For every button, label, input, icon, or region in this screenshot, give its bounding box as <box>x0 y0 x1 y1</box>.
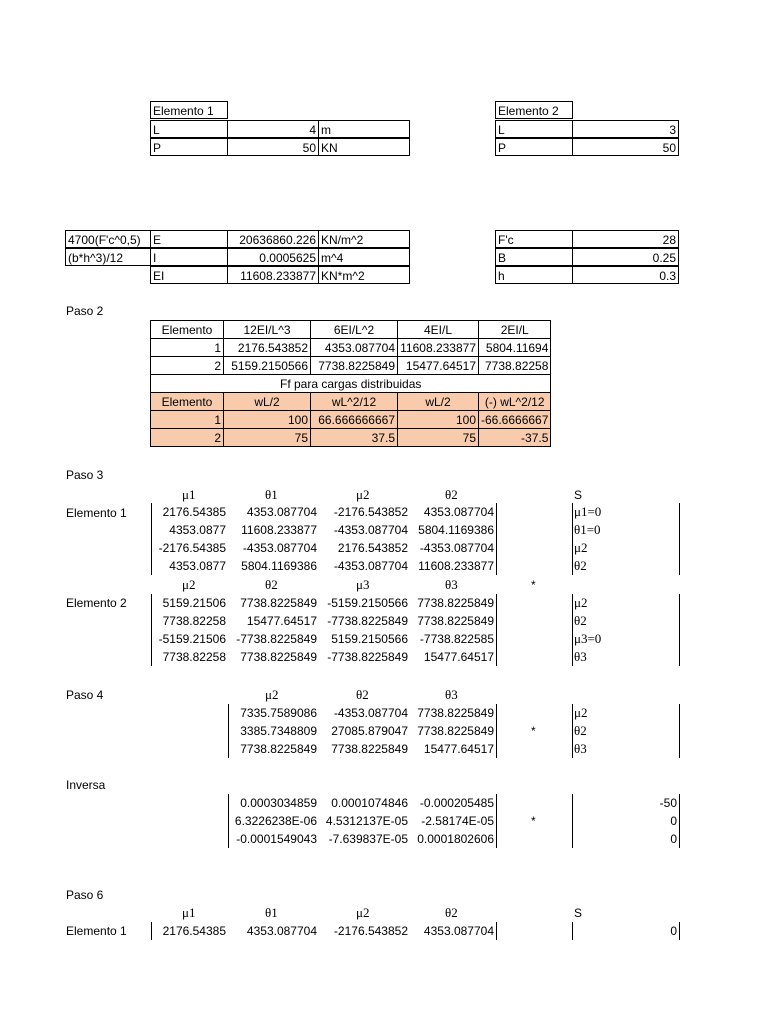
col-head: μ1 <box>182 487 196 502</box>
table-cell: 1 <box>151 339 224 357</box>
matrix-cell: 7738.8225849 <box>417 724 494 738</box>
table-cell: 5804.11694 <box>479 339 551 357</box>
paso6-label: Paso 6 <box>66 888 104 902</box>
matrix-cell: 7738.8225849 <box>240 742 317 756</box>
fc-value: 28 <box>572 230 679 248</box>
table-cell: 75 <box>224 429 311 447</box>
table-cell: 5159.2150566 <box>224 357 311 375</box>
ff-title: Ff para cargas distribuidas <box>151 375 551 393</box>
ei-unit: KN*m^2 <box>318 266 410 284</box>
ei-label: EI <box>150 266 228 284</box>
h-value: 0.3 <box>572 266 679 284</box>
table-cell: 37.5 <box>311 429 398 447</box>
matrix-cell: -7738.822585 <box>419 632 494 646</box>
matrix-cell: 5159.21506 <box>162 596 226 610</box>
matrix-cell: -7738.8225849 <box>236 632 317 646</box>
matrix-cell: -7738.8225849 <box>327 650 408 664</box>
matrix-cell: -0.000205485 <box>419 796 494 810</box>
table-cell: 2176.543852 <box>224 339 311 357</box>
col-head: μ3 <box>356 577 370 592</box>
matrix-cell: 15477.64517 <box>246 614 317 628</box>
paso2-label: Paso 2 <box>66 304 104 318</box>
matrix-cell: 0.0001802606 <box>417 832 494 846</box>
vector-bracket-right <box>679 704 680 758</box>
matrix-cell: -4353.087704 <box>333 706 408 720</box>
paso3-elemento2-label: Elemento 2 <box>66 596 127 610</box>
matrix-cell: 7738.82258 <box>162 614 226 628</box>
matrix-cell: 15477.64517 <box>423 650 494 664</box>
matrix-cell: -0.0001549043 <box>236 832 317 846</box>
table-cell: 7738.8225849 <box>311 357 398 375</box>
table-cell: -37.5 <box>479 429 551 447</box>
table-row <box>151 429 551 447</box>
matrix-cell: -7.639837E-05 <box>328 832 408 846</box>
vector-cell: μ3=0 <box>574 631 602 646</box>
matrix-cell: 4353.087704 <box>423 924 494 938</box>
matrix-cell: 7738.82258 <box>162 650 226 664</box>
table-cell: 15477.64517 <box>398 357 479 375</box>
vector-cell: θ2 <box>574 558 587 573</box>
matrix-bracket-right <box>496 503 497 575</box>
vector-bracket-left <box>572 594 573 666</box>
elem2-title: Elemento 2 <box>495 101 573 119</box>
table-cell: 7738.82258 <box>479 357 551 375</box>
multiply-symbol: * <box>531 724 536 738</box>
matrix-cell: 27085.879047 <box>331 724 408 738</box>
table-cell: 2 <box>151 429 224 447</box>
vector-cell: θ2 <box>574 723 587 738</box>
vector-cell: θ1=0 <box>574 522 601 537</box>
matrix-cell: 4353.087704 <box>246 924 317 938</box>
table-cell: -66.6666667 <box>479 411 551 429</box>
vector-bracket-right <box>679 594 680 666</box>
vector-bracket-right <box>679 503 680 575</box>
matrix-cell: 5804.1169386 <box>418 523 494 537</box>
elem1-l-unit: m <box>318 120 410 138</box>
matrix-cell: -4353.087704 <box>419 541 494 555</box>
col-head: μ2 <box>356 487 370 502</box>
header-cell: 2EI/L <box>479 321 551 339</box>
paso3-elemento1-label: Elemento 1 <box>66 506 127 520</box>
stiffness-table <box>150 320 551 447</box>
matrix-cell: 6.3226238E-06 <box>234 814 317 828</box>
elem1-l-value: 4 <box>227 120 319 138</box>
stiffness-header-row <box>151 321 551 339</box>
vector-cell: 0 <box>670 814 677 828</box>
matrix-cell: -2.58174E-05 <box>421 814 494 828</box>
matrix-cell: -2176.543852 <box>333 505 408 519</box>
elem2-p-value: 50 <box>572 138 679 156</box>
table-cell: 4353.087704 <box>311 339 398 357</box>
ff-header-cell: (-) wL^2/12 <box>479 393 551 411</box>
e-formula: 4700(F'c^0,5) <box>65 230 151 248</box>
col-head: θ2 <box>265 577 278 592</box>
ff-header-cell: Elemento <box>151 393 224 411</box>
elem2-p-label: P <box>495 138 573 156</box>
matrix-cell: -7738.8225849 <box>327 614 408 628</box>
vector-cell: θ3 <box>574 741 587 756</box>
col-head: μ2 <box>356 905 370 920</box>
b-label: B <box>495 248 573 266</box>
e-label: E <box>150 230 228 248</box>
ff-header-cell: wL/2 <box>398 393 479 411</box>
matrix-cell: 3385.7348809 <box>240 724 317 738</box>
elem2-l-label: L <box>495 120 573 138</box>
vector-cell: 0 <box>670 832 677 846</box>
matrix-bracket-right <box>496 794 497 848</box>
elem1-p-value: 50 <box>227 138 319 156</box>
multiply-symbol: * <box>531 578 536 592</box>
matrix-cell: 2176.54385 <box>162 924 226 938</box>
table-row <box>151 339 551 357</box>
matrix-cell: -2176.54385 <box>158 541 226 555</box>
multiply-symbol: * <box>531 814 536 828</box>
matrix-cell: 7738.8225849 <box>240 596 317 610</box>
matrix-cell: 11608.233877 <box>418 559 494 573</box>
s-head: S <box>574 906 583 920</box>
matrix-cell: -5159.21506 <box>158 632 226 646</box>
table-cell: 1 <box>151 411 224 429</box>
i-label: I <box>150 248 228 266</box>
col-head: θ2 <box>445 487 458 502</box>
matrix-cell: 2176.54385 <box>162 505 226 519</box>
header-cell: 4EI/L <box>398 321 479 339</box>
matrix-cell: 4353.0877 <box>169 559 226 573</box>
vector-cell: μ2 <box>574 540 588 555</box>
vector-bracket-left <box>572 704 573 758</box>
matrix-cell: 5804.1169386 <box>241 559 317 573</box>
paso3-label: Paso 3 <box>66 468 104 482</box>
e-unit: KN/m^2 <box>318 230 410 248</box>
matrix-bracket-right <box>496 594 497 666</box>
matrix-cell: -5159.2150566 <box>327 596 408 610</box>
header-cell: 6EI/L^2 <box>311 321 398 339</box>
inversa-label: Inversa <box>66 778 106 792</box>
i-unit: m^4 <box>318 248 410 266</box>
matrix-cell: 7738.8225849 <box>240 650 317 664</box>
elem1-title: Elemento 1 <box>150 101 228 119</box>
matrix-cell: 2176.543852 <box>337 541 408 555</box>
col-head: μ2 <box>182 577 196 592</box>
matrix-bracket-right <box>496 922 497 940</box>
e-value: 20636860.226 <box>227 230 319 248</box>
ff-title-row <box>151 375 551 393</box>
vector-cell: μ2 <box>574 705 588 720</box>
vector-cell: θ3 <box>574 649 587 664</box>
elem1-l-label: L <box>150 120 228 138</box>
i-value: 0.0005625 <box>227 248 319 266</box>
matrix-cell: 11608.233877 <box>241 523 317 537</box>
ei-value: 11608.233877 <box>227 266 319 284</box>
col-head: θ2 <box>356 687 369 702</box>
header-cell: Elemento <box>151 321 224 339</box>
col-head: μ1 <box>182 905 196 920</box>
matrix-cell: 0.0003034859 <box>240 796 317 810</box>
s-head: S <box>574 488 583 502</box>
vector-bracket-left <box>572 503 573 575</box>
h-label: h <box>495 266 573 284</box>
i-formula: (b*h^3)/12 <box>65 248 151 266</box>
col-head: μ2 <box>265 687 279 702</box>
matrix-cell: 4.5312137E-05 <box>325 814 408 828</box>
matrix-cell: 15477.64517 <box>423 742 494 756</box>
matrix-cell: 5159.2150566 <box>331 632 408 646</box>
matrix-cell: -4353.087704 <box>333 523 408 537</box>
table-cell: 66.666666667 <box>311 411 398 429</box>
vector-cell: -50 <box>659 796 677 810</box>
vector-cell: μ1=0 <box>574 504 602 519</box>
paso4-label: Paso 4 <box>66 688 104 702</box>
matrix-cell: -4353.087704 <box>333 559 408 573</box>
vector-bracket-right <box>679 922 680 940</box>
ff-header-cell: wL/2 <box>224 393 311 411</box>
col-head: θ3 <box>445 577 458 592</box>
matrix-cell: 7738.8225849 <box>417 596 494 610</box>
elem2-l-value: 3 <box>572 120 679 138</box>
col-head: θ1 <box>265 487 278 502</box>
vector-cell: 0 <box>670 924 677 938</box>
table-cell: 2 <box>151 357 224 375</box>
matrix-cell: 7738.8225849 <box>331 742 408 756</box>
matrix-cell: 4353.0877 <box>169 523 226 537</box>
vector-cell: μ2 <box>574 595 588 610</box>
header-cell: 12EI/L^3 <box>224 321 311 339</box>
elem1-p-label: P <box>150 138 228 156</box>
fc-label: F'c <box>495 230 573 248</box>
matrix-cell: 7335.7589086 <box>240 706 317 720</box>
table-row <box>151 411 551 429</box>
table-cell: 11608.233877 <box>398 339 479 357</box>
elem1-p-unit: KN <box>318 138 410 156</box>
ff-header-cell: wL^2/12 <box>311 393 398 411</box>
paso6-elemento1-label: Elemento 1 <box>66 924 127 938</box>
matrix-bracket-right <box>496 704 497 758</box>
matrix-cell: -2176.543852 <box>333 924 408 938</box>
matrix-cell: 7738.8225849 <box>417 614 494 628</box>
table-row <box>151 357 551 375</box>
b-value: 0.25 <box>572 248 679 266</box>
matrix-cell: 0.0001074846 <box>331 796 408 810</box>
col-head: θ3 <box>445 687 458 702</box>
col-head: θ1 <box>265 905 278 920</box>
table-cell: 75 <box>398 429 479 447</box>
table-cell: 100 <box>224 411 311 429</box>
matrix-cell: 7738.8225849 <box>417 706 494 720</box>
vector-cell: θ2 <box>574 613 587 628</box>
ff-header-row <box>151 393 551 411</box>
vector-bracket-right <box>679 794 680 848</box>
col-head: θ2 <box>445 905 458 920</box>
matrix-cell: 4353.087704 <box>246 505 317 519</box>
matrix-cell: -4353.087704 <box>242 541 317 555</box>
table-cell: 100 <box>398 411 479 429</box>
matrix-cell: 4353.087704 <box>423 505 494 519</box>
